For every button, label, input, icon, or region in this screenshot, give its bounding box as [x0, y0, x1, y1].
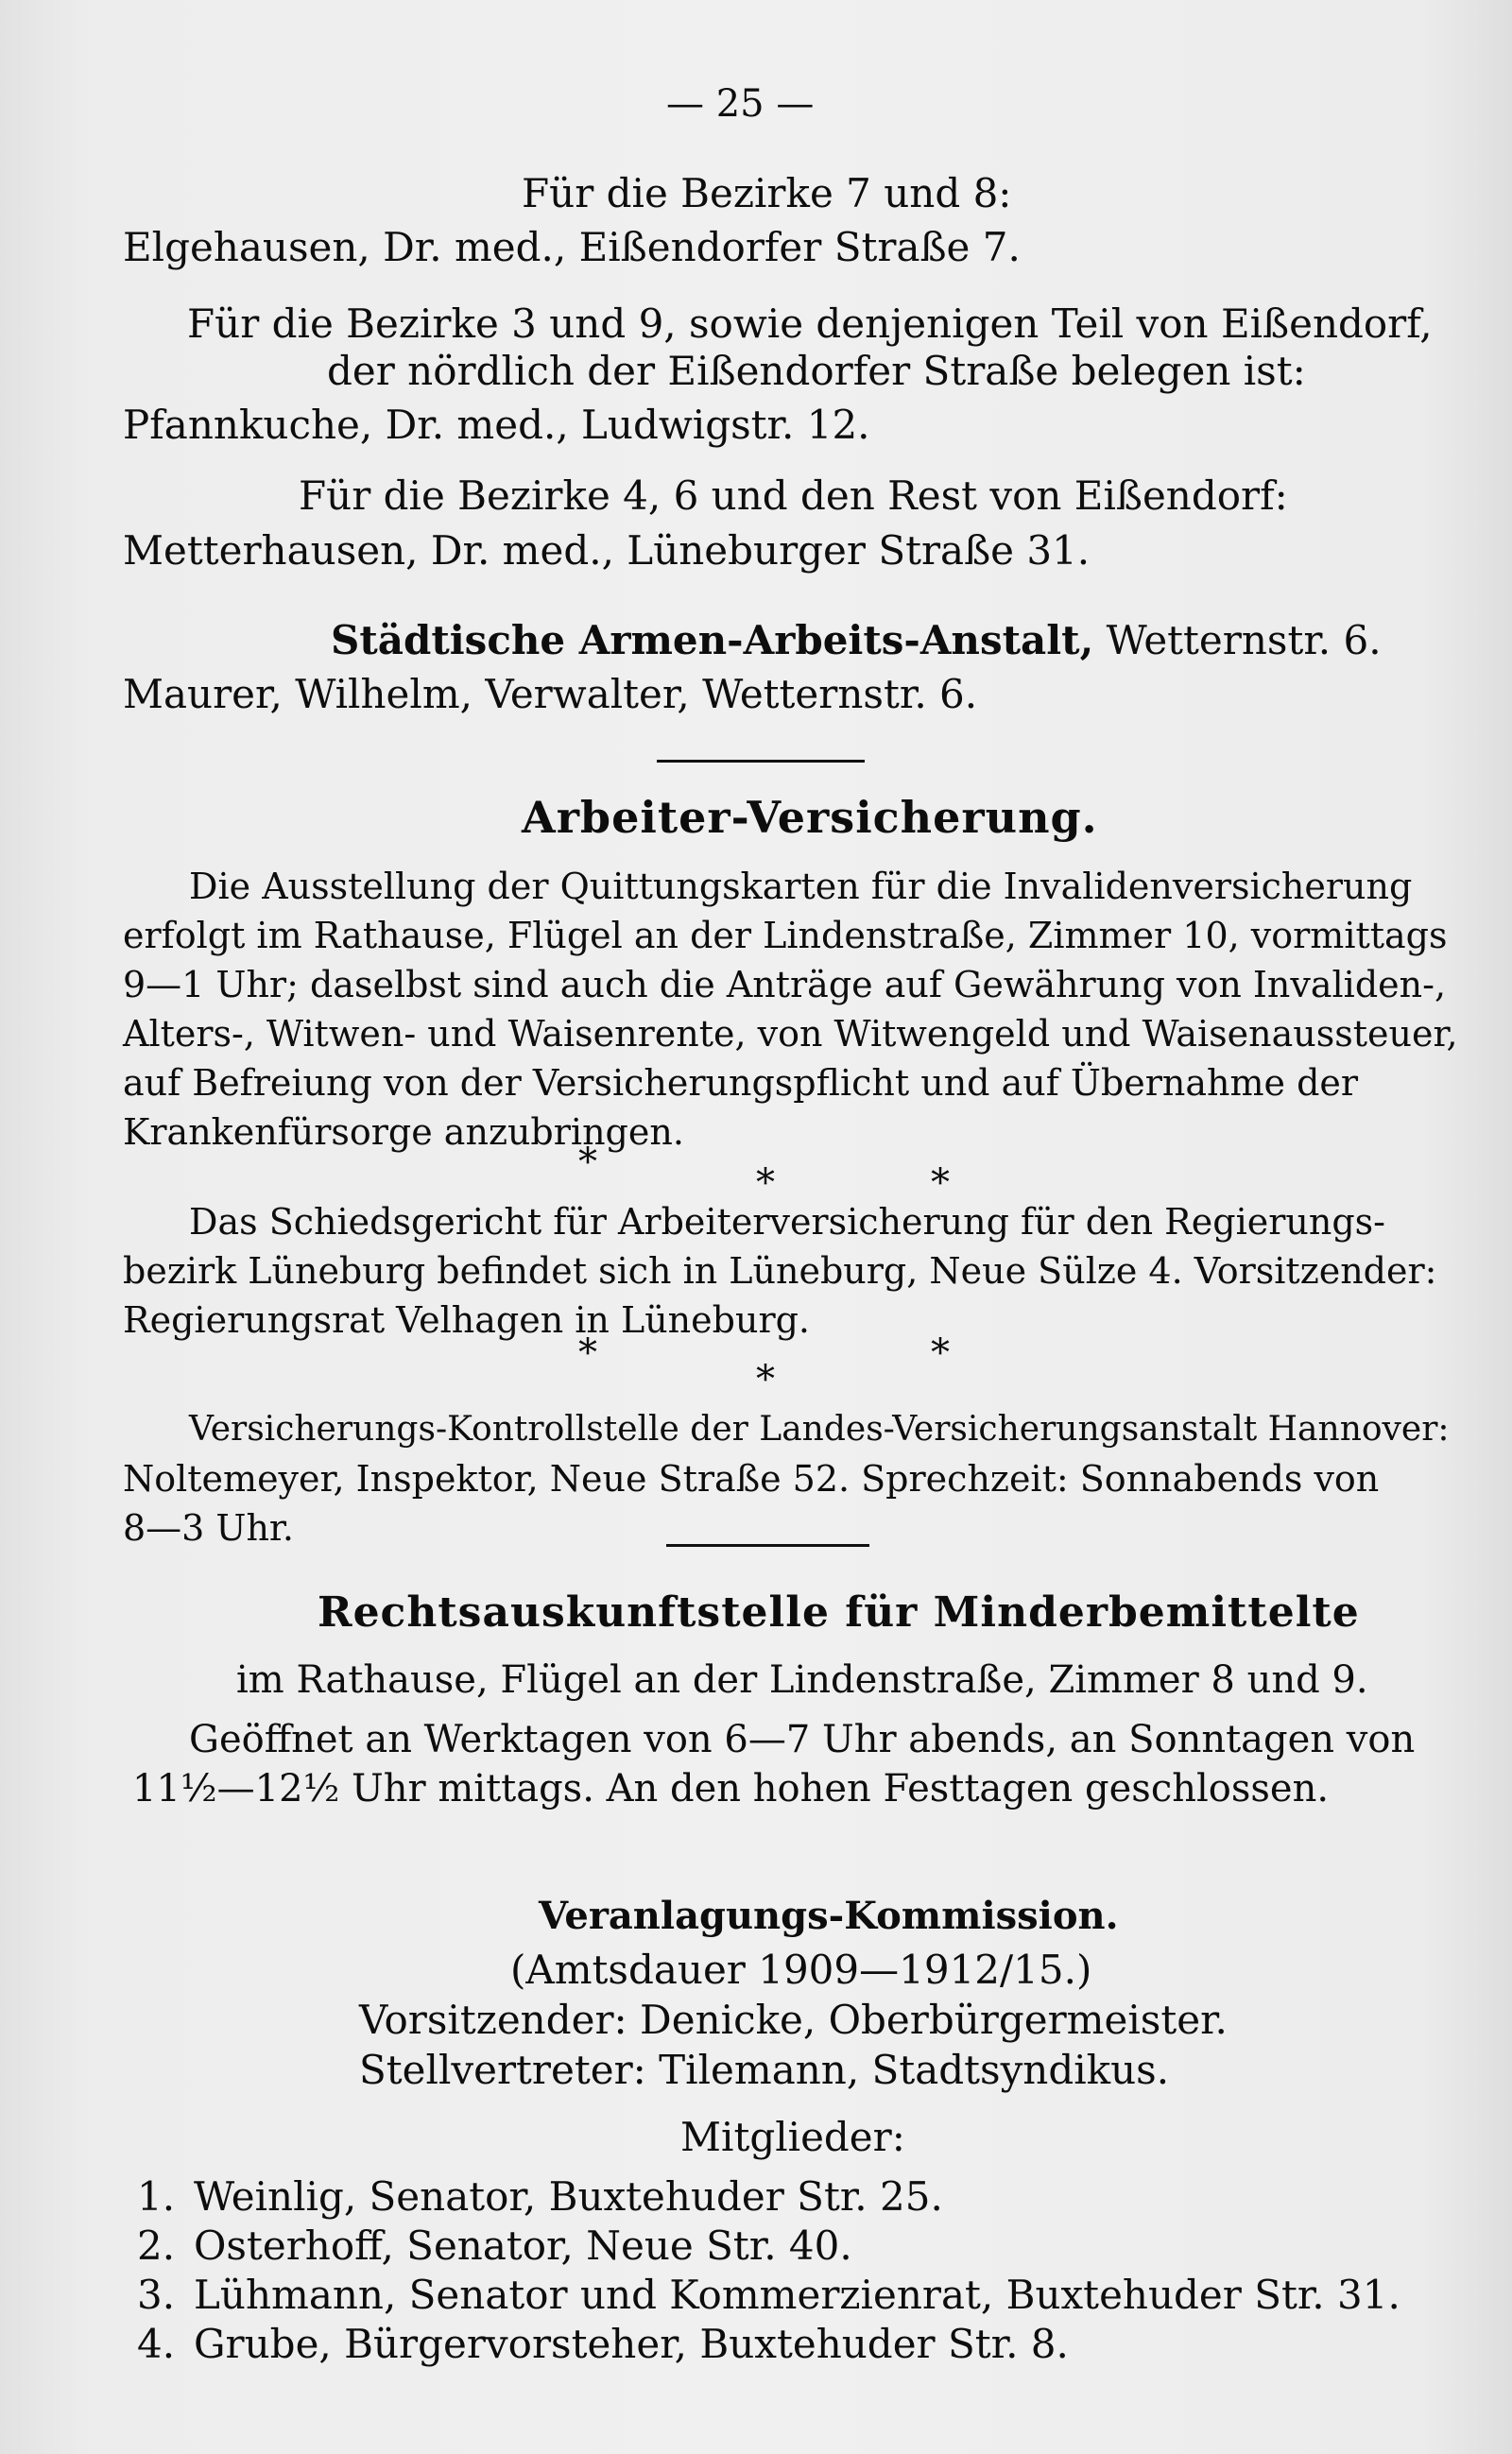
opening-hours: Geöffnet an Werktagen von 6—7 Uhr abends, an Sonntagen von [189, 1718, 1416, 1761]
separator-asterisks: * [756, 1358, 775, 1401]
member-text: Grube, Bürgervorsteher, Buxtehuder Str. 8. [194, 2321, 1069, 2367]
institution-title [331, 617, 1382, 664]
institution-address: Wetternstr. 6. [1093, 617, 1382, 663]
chairman: Vorsitzender: Denicke, Oberbürgermeister. [359, 1997, 1228, 2043]
district-heading: der nördlich der Eißendorfer Straße belegen ist: [327, 348, 1306, 394]
list-item [137, 2222, 852, 2270]
institution-name: Städtische Armen-Arbeits-Anstalt, [331, 617, 1094, 663]
deputy: Stellvertreter: Tilemann, Stadtsyndikus. [359, 2047, 1170, 2093]
member-text: Weinlig, Senator, Buxtehuder Str. 25. [194, 2173, 943, 2220]
term-of-office: (Amtsdauer 1909—1912/15.) [510, 1947, 1092, 1993]
paragraph-line: Alters-, Witwen- und Waisenrente, von Witwengeld und Waisenaussteuer, [123, 1013, 1458, 1055]
member-text: Osterhoff, Senator, Neue Str. 40. [194, 2222, 852, 2269]
section-title: Rechtsauskunftstelle für Minderbemittelte [318, 1588, 1360, 1637]
paragraph-line: auf Befreiung von der Versicherungspflicht und auf Übernahme der [123, 1062, 1359, 1104]
member-text: Lühmann, Senator und Kommerzienrat, Buxtehuder Str. 31. [194, 2272, 1400, 2318]
list-item [137, 2173, 943, 2221]
paragraph-line: Regierungsrat Velhagen in Lüneburg. [123, 1299, 811, 1341]
members-heading: Mitglieder: [680, 2114, 905, 2160]
section-divider [657, 760, 865, 763]
institution-staff: Maurer, Wilhelm, Verwalter, Wetternstr. 6. [123, 671, 978, 717]
member-number: 4. [137, 2321, 176, 2367]
separator-asterisks: * [578, 1331, 597, 1375]
paragraph-line: bezirk Lüneburg befindet sich in Lüneburg, Neue Sülze 4. Vorsitzender: [123, 1250, 1437, 1292]
district-person: Elgehausen, Dr. med., Eißendorfer Straße 7. [123, 224, 1021, 270]
page-number: — 25 — [666, 82, 815, 126]
district-person: Metterhausen, Dr. med., Lüneburger Straße 31. [123, 527, 1091, 574]
member-number: 1. [137, 2173, 176, 2220]
paragraph-line: Das Schiedsgericht für Arbeiterversicherung für den Regierungs- [189, 1201, 1386, 1243]
paragraph-line: 8—3 Uhr. [123, 1507, 295, 1549]
section-title: Arbeiter-Versicherung. [522, 792, 1098, 843]
list-item [137, 2272, 1400, 2319]
paragraph-line: 9—1 Uhr; daselbst sind auch die Anträge auf Gewährung von Invaliden-, [123, 964, 1447, 1005]
paragraph-line: erfolgt im Rathause, Flügel an der Lindenstraße, Zimmer 10, vormittags [123, 915, 1448, 956]
district-heading: Für die Bezirke 7 und 8: [522, 170, 1012, 216]
paragraph-line: Versicherungs-Kontrollstelle der Landes-Versicherungsanstalt Hannover: [189, 1410, 1450, 1449]
section-title: Veranlagungs-Kommission. [539, 1894, 1119, 1938]
district-person: Pfannkuche, Dr. med., Ludwigstr. 12. [123, 402, 870, 448]
separator-asterisks: * [756, 1161, 775, 1205]
paragraph-line: Krankenfürsorge anzubringen. [123, 1111, 684, 1153]
list-item [137, 2321, 1069, 2368]
opening-hours: 11½—12½ Uhr mittags. An den hohen Festtagen geschlossen. [132, 1767, 1330, 1810]
section-location: im Rathause, Flügel an der Lindenstraße, Zimmer 8 und 9. [236, 1658, 1368, 1702]
district-heading: Für die Bezirke 3 und 9, sowie denjenigen Teil von Eißendorf, [187, 300, 1433, 347]
separator-asterisks: * [578, 1141, 597, 1184]
member-number: 3. [137, 2272, 176, 2318]
member-number: 2. [137, 2222, 176, 2269]
paragraph-line: Noltemeyer, Inspektor, Neue Straße 52. Sprechzeit: Sonnabends von [123, 1458, 1380, 1500]
separator-asterisks: * [931, 1331, 950, 1375]
section-divider [666, 1544, 869, 1547]
separator-asterisks: * [931, 1161, 950, 1205]
paragraph-line: Die Ausstellung der Quittungskarten für die Invalidenversicherung [189, 866, 1413, 907]
district-heading: Für die Bezirke 4, 6 und den Rest von Eißendorf: [299, 472, 1288, 519]
